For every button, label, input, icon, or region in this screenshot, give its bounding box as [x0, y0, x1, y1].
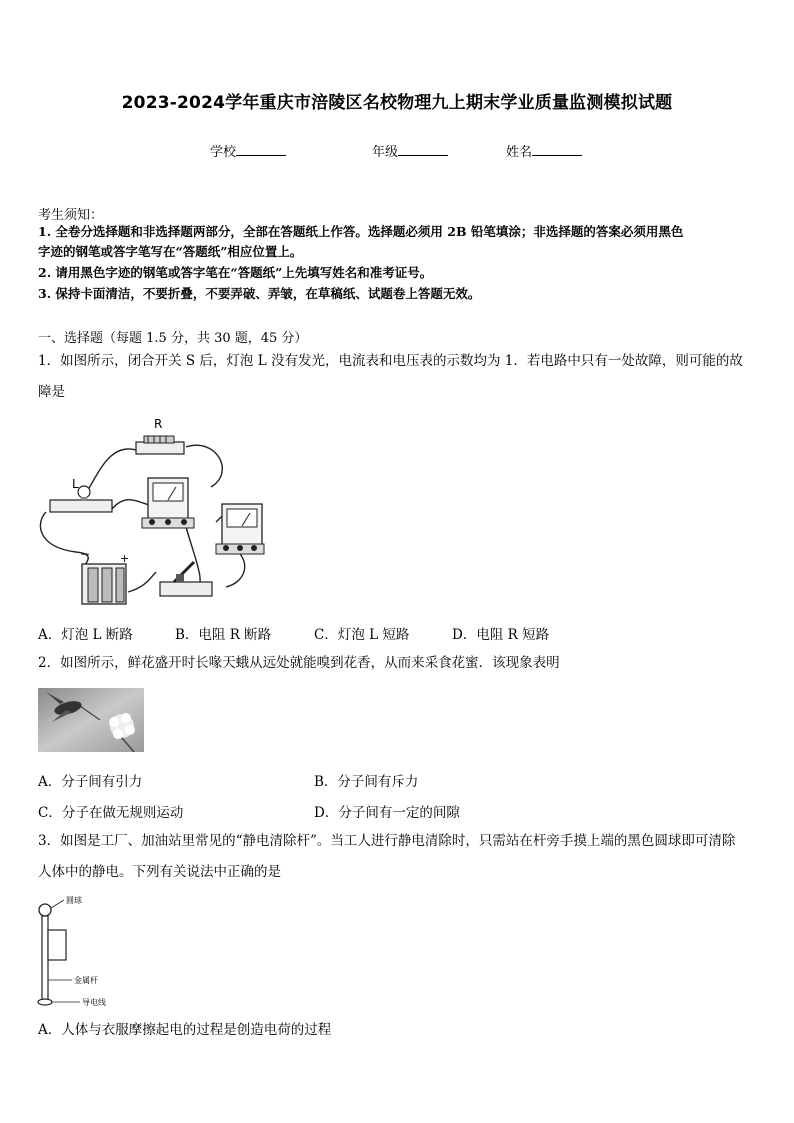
ammeter [142, 478, 194, 528]
question-3-stem [38, 826, 758, 888]
voltmeter [216, 504, 264, 554]
note-line: 字迹的钢笔或答字笔写在“答题纸”相应位置上。 [38, 244, 303, 259]
battery-minus-label: − [80, 547, 91, 561]
grade-field [372, 141, 448, 160]
q1-option-a[interactable]: A．灯泡 L 断路 [38, 627, 133, 643]
page-title: 2023-2024学年重庆市涪陵区名校物理九上期末学业质量监测模拟试题 [121, 93, 673, 113]
school-label: 学校 [210, 145, 237, 160]
grade-blank[interactable] [398, 144, 448, 156]
switch [160, 562, 212, 596]
static-rod-figure [34, 890, 134, 1010]
moth-flower-photo [38, 688, 144, 752]
question-3-line: 人体中的静电。下列有关说法中正确的是 [38, 864, 281, 880]
circuit-figure [36, 412, 266, 612]
question-1-line: 障是 [38, 384, 65, 400]
battery [82, 564, 126, 604]
wire-label: 导电线 [82, 998, 106, 1007]
question-2-stem: 2．如图所示，鲜花盛开时长喙天蛾从远处就能嗅到花香，从而来采食花蜜．该现象表明 [38, 655, 560, 671]
lamp-label: L [72, 477, 79, 491]
grade-label: 年级 [372, 145, 399, 160]
q2-option-c[interactable]: C．分子在做无规则运动 [38, 805, 184, 821]
rod-label: 金属杆 [74, 976, 98, 985]
q2-option-a[interactable]: A．分子间有引力 [38, 774, 143, 790]
battery-plus-label: + [120, 552, 130, 565]
notes-heading: 考生须知： [38, 208, 104, 223]
note-line: 1. 全卷分选择题和非选择题两部分，全部在答题纸上作答。选择题必须用 2B 铅笔填涂；非选择题的答案必须用黑色 [38, 224, 684, 239]
note-line: 3. 保持卡面清洁，不要折叠，不要弄破、弄皱，在草稿纸、试题卷上答题无效。 [38, 286, 481, 301]
question-1-line: 1．如图所示，闭合开关 S 后，灯泡 L 没有发光，电流表和电压表的示数均为 1．若电路中只有一处故障，则可能的故 [38, 353, 743, 369]
name-label: 姓名 [506, 145, 533, 160]
note-line: 2. 请用黑色字迹的钢笔或答字笔在“答题纸”上先填写姓名和准考证号。 [38, 265, 433, 280]
school-field [210, 141, 286, 160]
q1-option-b[interactable]: B．电阻 R 断路 [175, 627, 272, 643]
resistor [136, 436, 184, 454]
lamp [50, 486, 112, 512]
q2-option-b[interactable]: B．分子间有斥力 [314, 774, 419, 790]
name-blank[interactable] [532, 144, 582, 156]
school-blank[interactable] [236, 144, 286, 156]
section-heading: 一、选择题（每题 1.5 分，共 30 题，45 分） [38, 331, 308, 346]
q3-option-a[interactable]: A．人体与衣服摩擦起电的过程是创造电荷的过程 [38, 1022, 332, 1038]
name-field [506, 141, 582, 160]
q1-option-c[interactable]: C．灯泡 L 短路 [314, 627, 410, 643]
ball-label: 圆球 [66, 896, 82, 905]
q2-option-d[interactable]: D．分子间有一定的间隙 [314, 805, 460, 821]
question-3-line: 3．如图是工厂、加油站里常见的“静电清除杆”。当工人进行静电清除时，只需站在杆旁手摸上端的黑色圆球即可清除 [38, 833, 736, 849]
question-1-stem [38, 346, 758, 408]
resistor-label: R [154, 417, 163, 431]
q1-option-d[interactable]: D．电阻 R 短路 [452, 627, 550, 643]
